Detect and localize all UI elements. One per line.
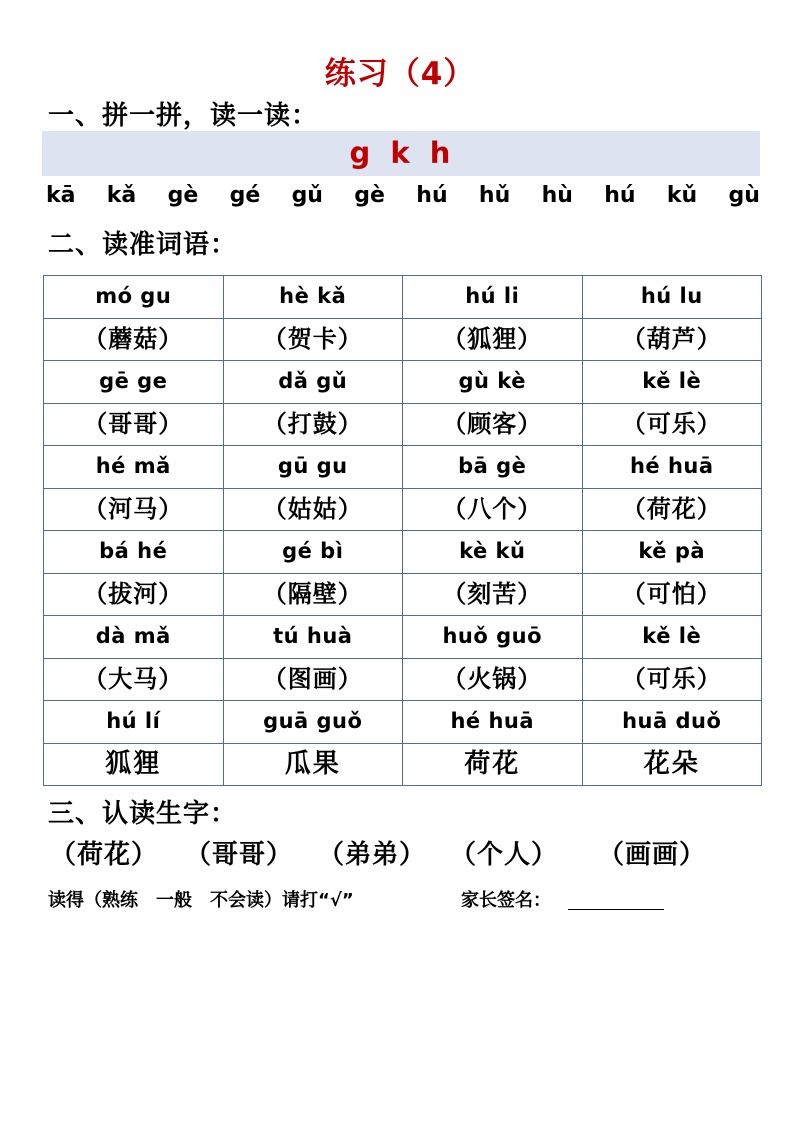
syllable: gè [354, 183, 385, 208]
pinyin-cell: gē ge [44, 361, 224, 404]
syllable: kā [46, 183, 76, 208]
pinyin-cell: huǒ guō [403, 616, 583, 659]
table-row [44, 573, 762, 616]
pinyin-cell: dǎ gǔ [223, 361, 403, 404]
pinyin-cell: tú huà [223, 616, 403, 659]
character-word-row [50, 835, 750, 875]
character-word: （个人） [450, 840, 559, 870]
hanzi-cell: （拔河） [44, 573, 224, 616]
hanzi-cell: （荷花） [582, 488, 762, 531]
syllable: gè [167, 183, 199, 208]
section-3-heading: 三、认读生字： [48, 799, 238, 829]
table-row [44, 403, 762, 446]
table-row [44, 488, 762, 531]
syllable: hù [541, 183, 573, 208]
pinyin-cell: hè kǎ [223, 276, 403, 319]
section-1-heading: 一、拼一拼，读一读： [48, 101, 319, 131]
hanzi-cell: 瓜果 [223, 743, 403, 786]
syllable: gé [229, 183, 261, 208]
hanzi-cell: （可乐） [582, 403, 762, 446]
character-word: （荷花） [50, 840, 159, 870]
syllable: kǔ [666, 183, 698, 208]
pinyin-cell: dà mǎ [44, 616, 224, 659]
table-row [44, 531, 762, 574]
table-row [44, 318, 762, 361]
hanzi-cell: （贺卡） [223, 318, 403, 361]
hanzi-cell: （隔壁） [223, 573, 403, 616]
table-row [44, 701, 762, 744]
character-word: （画画） [598, 840, 707, 870]
pinyin-cell: hú lí [44, 701, 224, 744]
page-title: 练习（4） [324, 56, 476, 92]
footer [48, 887, 748, 915]
pinyin-cell: huā duǒ [582, 701, 762, 744]
syllable: hǔ [478, 183, 511, 208]
hanzi-cell: （姑姑） [223, 488, 403, 531]
pinyin-cell: gū gu [223, 446, 403, 489]
hanzi-cell: 荷花 [403, 743, 583, 786]
pinyin-cell: kě pà [582, 531, 762, 574]
pinyin-cell: bā gè [403, 446, 583, 489]
word-table [43, 275, 762, 786]
pinyin-cell: hé huā [582, 446, 762, 489]
hanzi-cell: （蘑菇） [44, 318, 224, 361]
pinyin-cell: hú li [403, 276, 583, 319]
syllable: hú [604, 183, 636, 208]
initials-banner: g k h [42, 131, 760, 176]
hanzi-cell: （可怕） [582, 573, 762, 616]
hanzi-cell: （可乐） [582, 658, 762, 701]
table-row [44, 361, 762, 404]
hanzi-cell: （狐狸） [403, 318, 583, 361]
hanzi-cell: （八个） [403, 488, 583, 531]
pinyin-cell: hé huā [403, 701, 583, 744]
hanzi-cell: （大马） [44, 658, 224, 701]
pinyin-cell: kè kǔ [403, 531, 583, 574]
pinyin-cell: hé mǎ [44, 446, 224, 489]
signature-line[interactable] [568, 909, 664, 910]
syllable: gǔ [291, 183, 323, 208]
pinyin-cell: gé bì [223, 531, 403, 574]
hanzi-cell: （火锅） [403, 658, 583, 701]
hanzi-cell: （刻苦） [403, 573, 583, 616]
table-row [44, 446, 762, 489]
syllable-row [46, 180, 760, 212]
character-word: （哥哥） [185, 840, 294, 870]
pinyin-cell: kě lè [582, 361, 762, 404]
hanzi-cell: （图画） [223, 658, 403, 701]
syllable: hú [416, 183, 448, 208]
syllable: gù [728, 183, 760, 208]
table-row [44, 658, 762, 701]
table-row [44, 743, 762, 786]
hanzi-cell: （葫芦） [582, 318, 762, 361]
hanzi-cell: （河马） [44, 488, 224, 531]
hanzi-cell: （打鼓） [223, 403, 403, 446]
character-word: （弟弟） [318, 840, 427, 870]
table-row [44, 616, 762, 659]
section-2-heading: 二、读准词语： [48, 230, 238, 260]
hanzi-cell: 狐狸 [44, 743, 224, 786]
pinyin-cell: kě lè [582, 616, 762, 659]
hanzi-cell: （哥哥） [44, 403, 224, 446]
pinyin-cell: mó gu [44, 276, 224, 319]
pinyin-cell: guā guǒ [223, 701, 403, 744]
syllable: kǎ [106, 183, 137, 208]
table-row [44, 276, 762, 319]
hanzi-cell: 花朵 [582, 743, 762, 786]
hanzi-cell: （顾客） [403, 403, 583, 446]
pinyin-cell: hú lu [582, 276, 762, 319]
signature-label: 家长签名： [461, 890, 551, 911]
pinyin-cell: gù kè [403, 361, 583, 404]
reading-instruction: 读得（熟练 一般 不会读）请打“√” [48, 890, 354, 911]
pinyin-cell: bá hé [44, 531, 224, 574]
